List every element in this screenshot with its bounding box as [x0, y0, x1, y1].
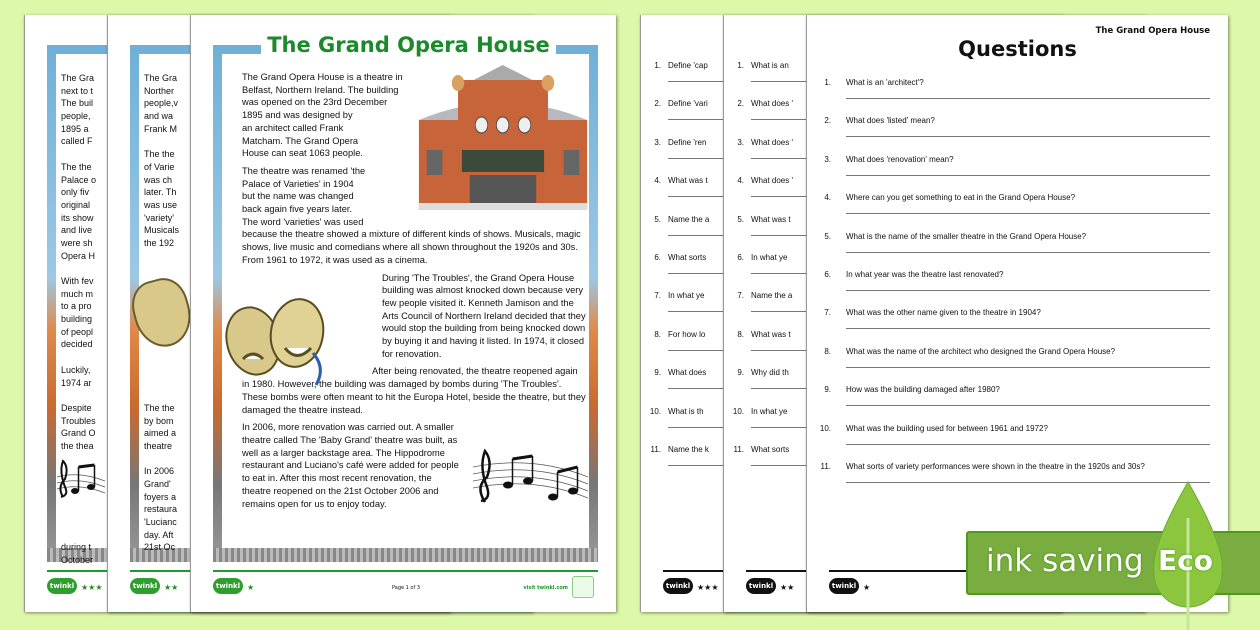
text-line: Despite: [61, 402, 92, 413]
question-number: 7.: [654, 291, 661, 301]
question-text: What does: [668, 368, 707, 378]
difficulty-stars: ★★★: [697, 583, 719, 592]
text-line: Opera H: [61, 250, 96, 261]
text-line: much m: [61, 288, 94, 299]
text-line: Norther: [144, 85, 175, 96]
text-line: the 192: [144, 237, 175, 248]
twinkl-site-link[interactable]: visit twinkl.com: [523, 585, 568, 591]
ink-saving-label: ink saving: [986, 543, 1144, 579]
question-number: 3.: [654, 137, 661, 147]
text-line: of Varie: [144, 161, 175, 172]
difficulty-stars: ★: [247, 583, 255, 592]
text-line: to a pro: [61, 301, 92, 312]
twinkl-logo: twinkl: [829, 578, 859, 594]
text-line: only fiv: [61, 187, 90, 198]
paragraph-reopened: After being renovated, the theatre reopened again in 1980. However, the building was damaged by bombs during 'The Troubles'. These bombs were often meant to hit the Europa Hotel, beside the theatre, but they damaged the theatre instead.: [242, 366, 586, 415]
answer-line[interactable]: [846, 405, 1210, 406]
question-number: 5.: [737, 214, 744, 224]
text-line: The Grand Opera House is a theatre in: [242, 72, 403, 82]
text-line: The the: [144, 402, 175, 413]
text-line: 1895 and was designed by: [242, 110, 353, 121]
question-number: 1.: [824, 78, 831, 87]
worksheet-header: The Grand Opera House: [1095, 26, 1210, 36]
intro-paragraph: [242, 71, 412, 160]
text-line: Belfast, Northern Ireland. The building: [242, 84, 399, 95]
text-line: The Gra: [144, 73, 178, 83]
question-text: For how lo: [668, 329, 706, 339]
question-text: What sorts: [751, 445, 790, 454]
text-line: 'Lucianc: [144, 517, 177, 528]
twinkl-logo: twinkl: [47, 578, 77, 594]
question-text: What does ': [751, 176, 793, 186]
text-line: people,: [61, 111, 91, 122]
text-line: its show: [61, 212, 94, 223]
text-line: building: [61, 314, 93, 325]
text-line: Musicals: [144, 225, 180, 236]
text-line: October: [61, 555, 94, 566]
text-line: day. Aft: [144, 529, 174, 540]
text-line: Luckily,: [61, 364, 91, 375]
question-text: What sorts of variety performances were shown in the theatre in the 1920s and 30s?: [846, 462, 1145, 471]
question-text: How was the building damaged after 1980?: [846, 385, 1000, 395]
text-line: Frank M: [144, 123, 178, 134]
question-text: Define 'vari: [668, 99, 708, 109]
question-text: What was the other name given to the theatre in 1904?: [846, 308, 1041, 318]
page-title: The Grand Opera House: [261, 33, 556, 57]
question-number: 11.: [820, 462, 831, 471]
text-line: [144, 453, 188, 466]
question-text: What does 'listed' mean?: [846, 116, 935, 126]
question-text: In what year was the theatre last renovated?: [846, 270, 1004, 279]
text-line: original: [61, 199, 91, 210]
question-text: What sorts: [668, 253, 707, 262]
twinkl-logo: twinkl: [213, 578, 243, 594]
difficulty-stars: ★★: [164, 583, 179, 592]
question-number: 2.: [737, 99, 744, 109]
question-number: 9.: [737, 368, 744, 378]
question-number: 1.: [654, 61, 661, 70]
question-number: 8.: [654, 329, 661, 339]
text-line: [61, 529, 105, 542]
question-number: 4.: [654, 176, 661, 186]
question-text: What does 'renovation' mean?: [846, 154, 954, 164]
answer-line[interactable]: [846, 367, 1210, 368]
text-line: [144, 135, 188, 148]
text-line: aimed a: [144, 428, 177, 439]
text-line: With fev: [61, 276, 94, 286]
text-line: was use: [144, 199, 178, 210]
question-text: What was the building used for between 1961 and 1972?: [846, 423, 1048, 433]
question-number: 3.: [737, 137, 744, 147]
question-text: Where can you get something to eat in the Grand Opera House?: [846, 193, 1076, 203]
question-text: Why did th: [751, 368, 789, 378]
question-number: 4.: [737, 176, 744, 186]
question-number: 10.: [649, 406, 661, 416]
text-line: next to t: [61, 85, 94, 96]
question-number: 8.: [824, 346, 831, 356]
text-line: Grand': [144, 479, 171, 489]
question-number: 3.: [824, 154, 831, 164]
question-text: In what ye: [751, 253, 788, 262]
text-line: theatre: [144, 440, 173, 451]
text-line: The Gra: [61, 73, 95, 83]
text-line: people,v: [144, 98, 179, 109]
text-line: The the: [144, 149, 175, 160]
text-line: 21st Oc: [144, 542, 176, 553]
text-line: restaura: [144, 504, 178, 515]
question-text: What is an: [751, 61, 789, 70]
question-text: What was t: [668, 176, 708, 186]
text-line: Matcham. The Grand Opera: [242, 135, 359, 146]
question-number: 8.: [737, 329, 744, 339]
questions-title: Questions: [958, 37, 1077, 61]
quality-badge-icon: [572, 576, 594, 598]
question-number: 2.: [654, 99, 661, 109]
text-line: 'variety': [144, 212, 174, 223]
text-line: [61, 516, 105, 529]
text-line: Grand O: [61, 428, 96, 439]
difficulty-stars: ★: [863, 583, 871, 592]
question-number: 7.: [824, 308, 831, 318]
text-line: back again five years later.: [242, 204, 353, 215]
paragraph-2006: In 2006, more renovation was carried out. A smaller theatre called The 'Baby Grand' theatre was built, as well as a larger backstage area. The Hippodrome restaurant and Luciano's café were added for people to eat in. After this most recent renovation, the theatre reopened on the 21st October 2006 and remains open for us to enjoy today.: [242, 422, 459, 509]
text-line: 1974 ar: [61, 377, 92, 388]
paragraph-renamed: [242, 165, 412, 229]
question-text: What was t: [751, 214, 791, 224]
text-line: was opened on the 23rd December: [242, 97, 388, 108]
text-line: The the: [61, 161, 92, 172]
question-number: 10.: [732, 406, 744, 416]
question-number: 1.: [737, 61, 744, 70]
text-line: and live: [61, 225, 93, 236]
twinkl-logo: twinkl: [746, 578, 776, 594]
text-line: [144, 389, 188, 402]
answer-line[interactable]: [846, 328, 1210, 329]
answer-line[interactable]: [846, 290, 1210, 291]
question-text: Name the k: [668, 445, 709, 454]
text-line: [144, 250, 188, 263]
text-line: foyers a: [144, 491, 177, 502]
question-number: 10.: [819, 423, 831, 433]
answer-line[interactable]: [846, 136, 1210, 137]
text-line: [61, 351, 105, 364]
question-text: Name the a: [751, 291, 793, 301]
text-line: decided: [61, 339, 93, 350]
question-text: In what ye: [751, 406, 788, 416]
question-number: 5.: [824, 231, 831, 241]
page-number: Page 1 of 3: [391, 585, 421, 591]
question-number: 2.: [824, 116, 831, 126]
answer-line[interactable]: [846, 213, 1210, 214]
paragraph-varieties: because the theatre showed a mixture of different kinds of shows. Musicals, magic shows, live music and comedians where all shown throughout the 1920s and 30s. From 1961 to 1972, it was used as a cinema.: [242, 229, 581, 265]
text-line: In 2006: [144, 466, 175, 477]
answer-line[interactable]: [846, 252, 1210, 253]
question-text: What was t: [751, 329, 791, 339]
question-text: In what ye: [668, 291, 705, 301]
text-line: Palace of Varieties' in 1904: [242, 178, 354, 189]
text-line: The word 'varieties' was used: [242, 216, 364, 227]
paragraph-troubles: During 'The Troubles', the Grand Opera House building was almost knocked down because very few people visited it. Kenneth Jamison and the Arts Council of Northern Ireland decided that they would stop the building from being knocked down by buying it and having it listed. In 1974, it closed for renovation.: [382, 272, 586, 359]
twinkl-logo: twinkl: [663, 578, 693, 594]
reading-page-front: [190, 15, 616, 612]
text-line: was ch: [144, 174, 173, 185]
question-number: 6.: [654, 253, 661, 262]
eco-label: Eco: [1158, 544, 1213, 577]
text-line: an architect called Frank: [242, 122, 344, 133]
question-number: 7.: [737, 291, 744, 301]
text-line: [61, 262, 105, 275]
text-line: later. Th: [144, 187, 177, 198]
difficulty-stars: ★★★: [81, 583, 103, 592]
question-number: 9.: [654, 368, 661, 378]
question-number: 11.: [733, 445, 744, 454]
text-line: Palace o: [61, 174, 97, 185]
question-number: 6.: [737, 253, 744, 262]
question-text: What is the name of the smaller theatre in the Grand Opera House?: [846, 231, 1087, 241]
text-line: The buil: [61, 98, 94, 109]
text-line: and wa: [144, 111, 174, 122]
text-line: [144, 351, 188, 364]
difficulty-stars: ★★: [780, 583, 795, 592]
text-line: by bom: [144, 415, 174, 426]
question-text: What is th: [668, 406, 704, 416]
text-line: of peopl: [61, 326, 94, 337]
text-line: The theatre was renamed 'the: [242, 165, 366, 176]
question-text: What does ': [751, 137, 793, 147]
text-line: Troubles: [61, 415, 96, 426]
text-line: were sh: [61, 237, 93, 248]
answer-line[interactable]: [846, 444, 1210, 445]
question-number: 6.: [824, 270, 831, 279]
text-line: the thea: [61, 440, 94, 451]
question-number: 4.: [824, 193, 831, 203]
question-text: What does ': [751, 99, 793, 109]
question-text: Name the a: [668, 214, 710, 224]
text-line: but the name was changed: [242, 191, 354, 202]
question-number: 11.: [650, 445, 661, 454]
question-text: What was the name of the architect who designed the Grand Opera House?: [846, 346, 1116, 356]
text-line: called F: [61, 136, 93, 147]
question-number: 5.: [654, 214, 661, 224]
question-text: Define 'cap: [668, 61, 708, 70]
text-line: [144, 377, 188, 390]
answer-line[interactable]: [846, 98, 1210, 99]
text-line: [144, 262, 188, 275]
question-number: 9.: [824, 385, 831, 395]
question-text: Define 'ren: [668, 137, 707, 147]
answer-line[interactable]: [846, 175, 1210, 176]
text-line: [61, 389, 105, 402]
text-line: during t: [61, 542, 92, 553]
text-line: House can seat 1063 people.: [242, 148, 363, 159]
twinkl-logo: twinkl: [130, 578, 160, 594]
text-line: [61, 148, 105, 161]
text-line: [144, 364, 188, 377]
question-text: What is an 'architect'?: [846, 78, 924, 87]
text-line: 1895 a: [61, 123, 89, 134]
music-notes-icon: [55, 457, 105, 507]
